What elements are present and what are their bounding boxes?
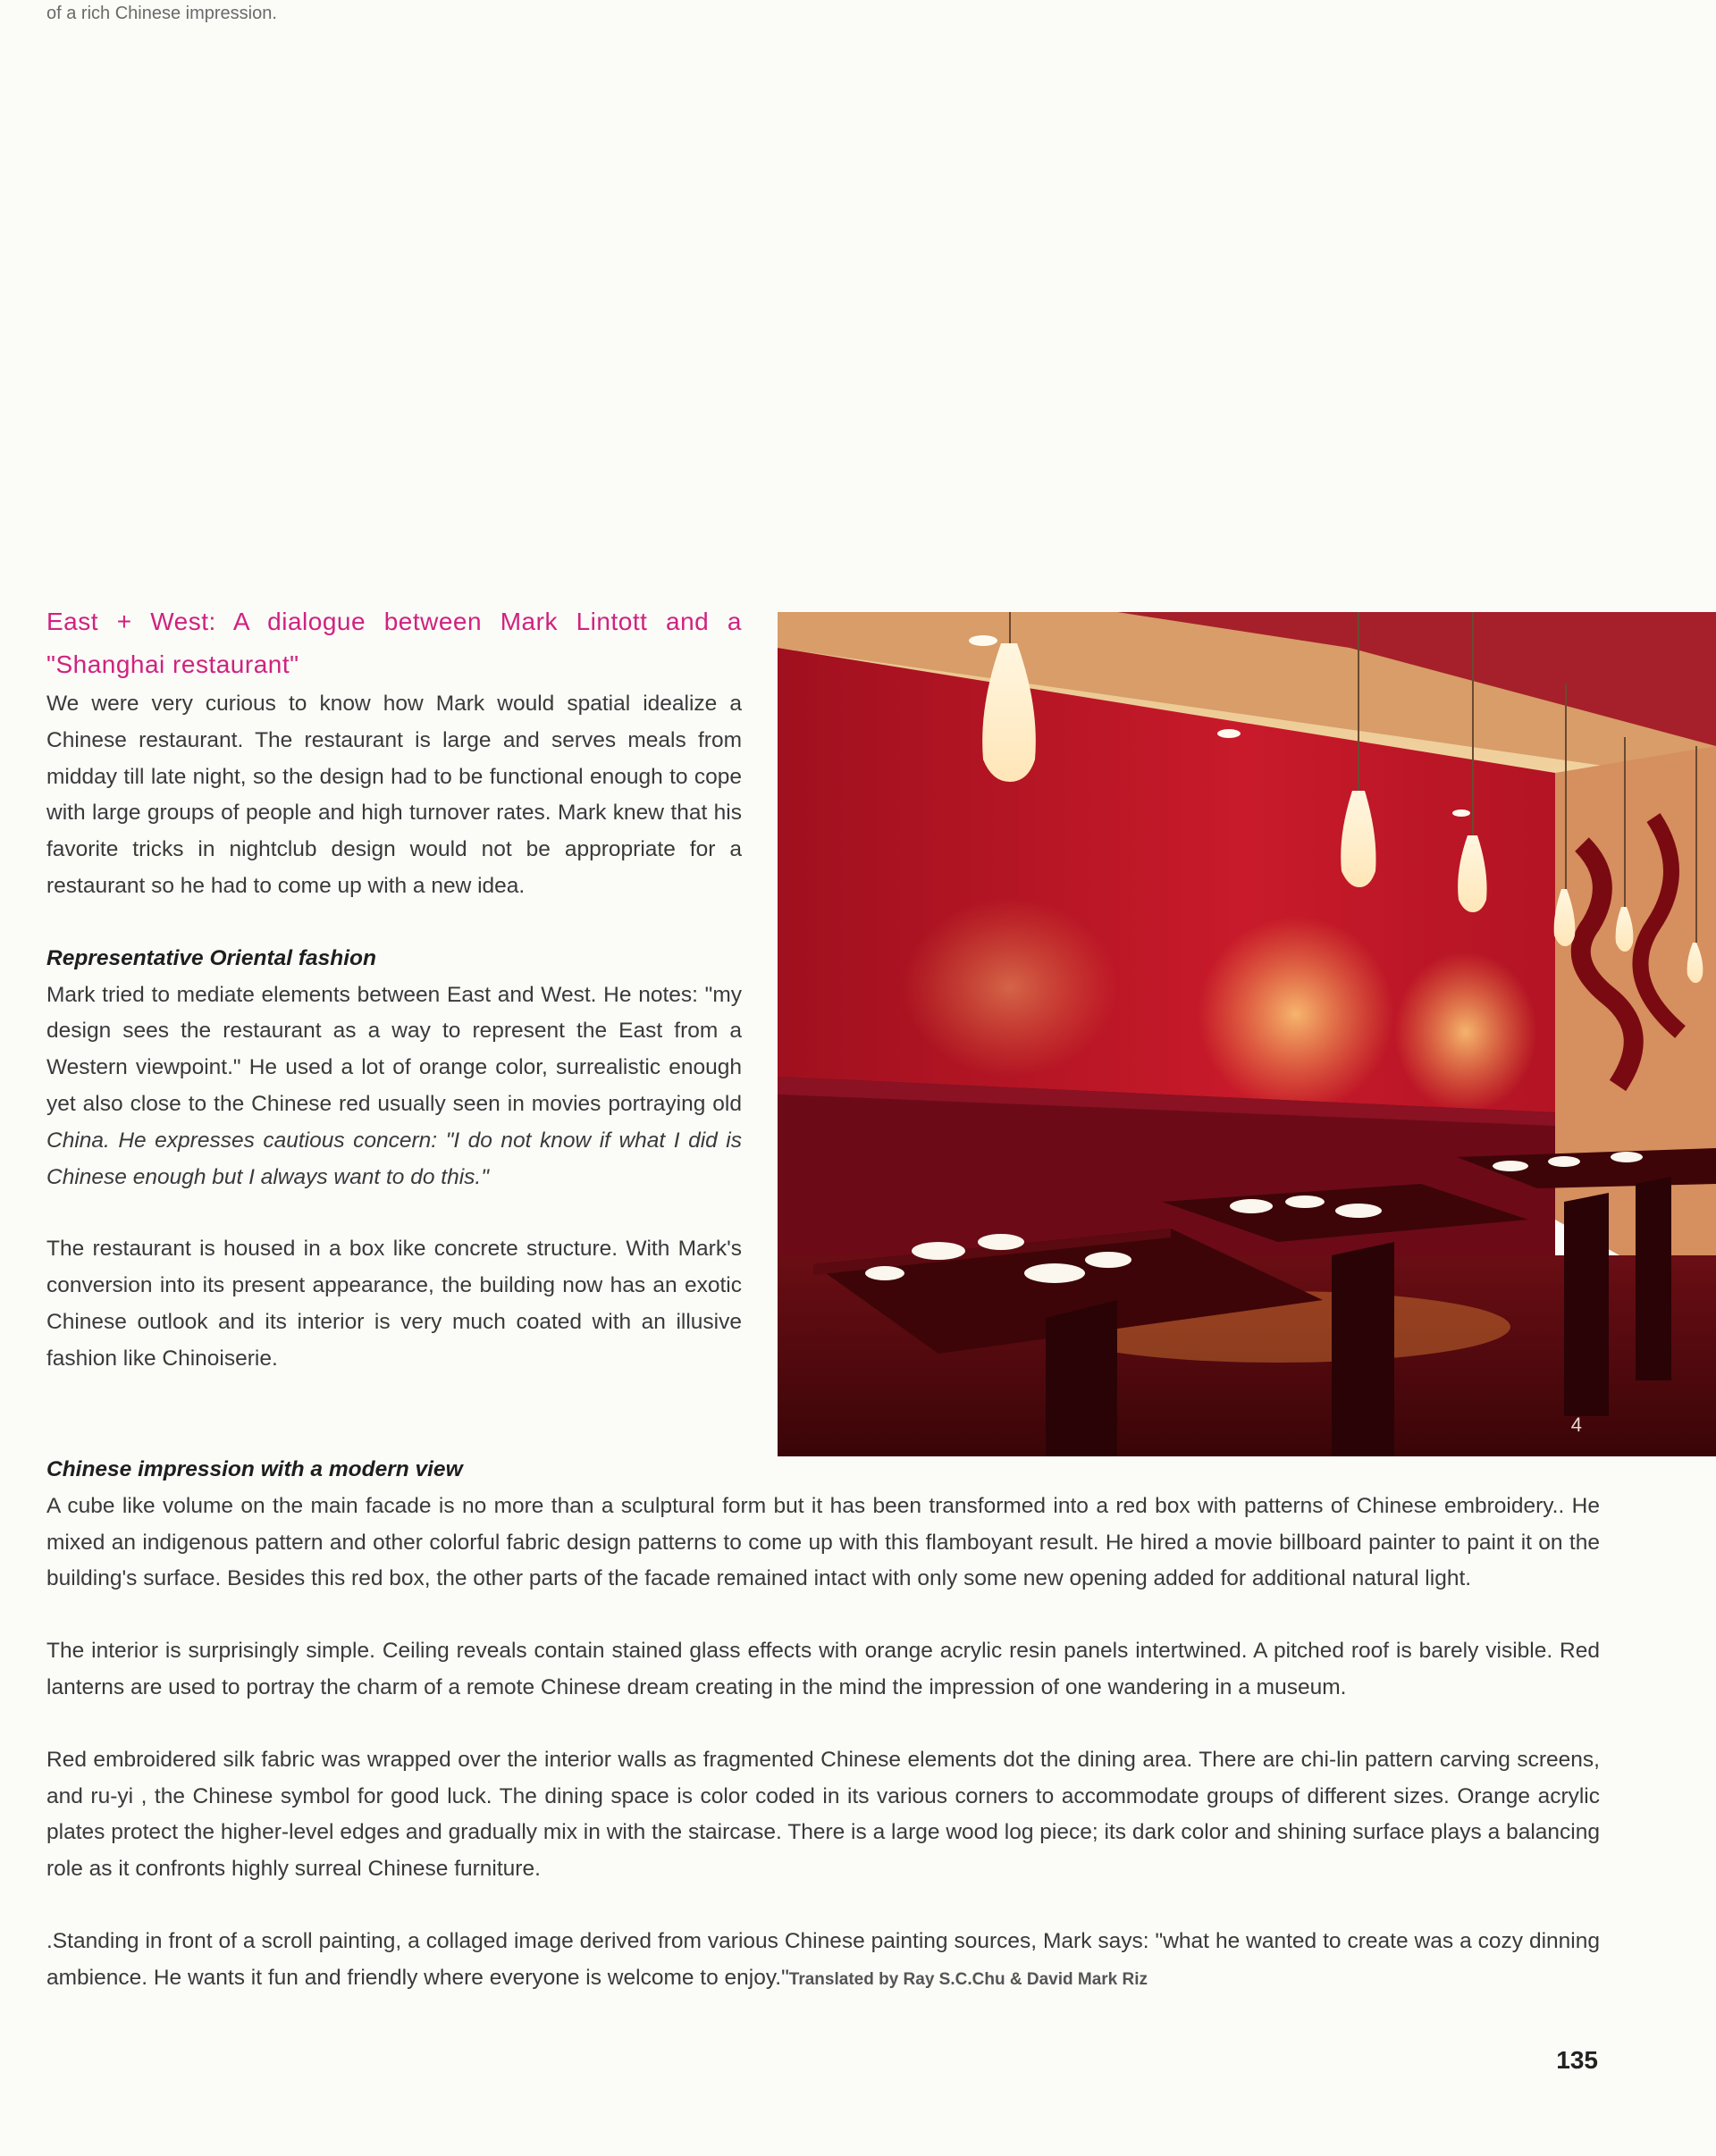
section2-paragraph3: Red embroidered silk fabric was wrapped over the interior walls as fragmented Chinese elements dot the dining area. There are chi-lin pattern carving screens, and ru-yi , the Chinese symbol for good luck. The dining space is color coded in its various corners to accommodate groups of different sizes. Orange acrylic plates protect the higher-level edges and gradually mix in with the staircase. There is a large wood log piece; its dark color and shining surface plays a balancing role as it confronts highly surreal Chinese furniture. [46,1747,1600,1882]
full-width-text [46,1452,1600,1999]
restaurant-interior-illustration [778,612,1716,1456]
left-column [46,600,742,1378]
restaurant-photo [778,612,1716,1456]
article-title [46,600,742,686]
photo-number: 4 [1570,1414,1582,1436]
section1-paragraph2: The restaurant is housed in a box like concrete structure. With Mark's conversion into its present appearance, the building now has an exotic Chinese outlook and its interior is very much coated with an illusive fashion like Chinoiserie. [46,1237,742,1371]
article-title-line2: "Shanghai restaurant" [46,650,299,678]
section2-paragraph4-text: .Standing in front of a scroll painting, a collaged image derived from various Chinese painting sources, Mark says: "what he wanted to create was a cozy dinning ambience. He wants it fun and friendly where everyone is welcome to enjoy." [46,1928,1600,1990]
section2-paragraph2: The interior is surprisingly simple. Ceiling reveals contain stained glass effects with orange acrylic resin panels intertwined. A pitched roof is barely visible. Red lanterns are used to portray the charm of a remote Chinese dream creating in the mind the impression of one wandering in a museum. [46,1639,1600,1699]
section2-paragraph4 [46,1924,1600,1999]
section1-paragraph1-normal: Mark tried to mediate elements between East and West. He notes: "my design sees the restaurant as a way to represent the East from a Western viewpoint." He used a lot of orange color, surrealistic enough yet also close to the Chinese red usually seen in movies portraying old [46,982,742,1116]
page-number: 135 [1556,2046,1598,2074]
intro-paragraph: We were very curious to know how Mark would spatial idealize a Chinese restaurant. The restaurant is large and serves meals from midday till late night, so the design had to be functional enough to cope with large groups of people and high turnover rates. Mark knew that his favorite tricks in nightclub design would not be appropriate for a restaurant so he had to come up with a new idea. [46,692,742,898]
section2-paragraph1: A cube like volume on the main facade is no more than a sculptural form but it has been transformed into a red box with patterns of Chinese embroidery.. He mixed an indigenous pattern and other colorful fabric design patterns to come up with this flamboyant result. He hired a movie billboard painter to paint it on the building's surface. Besides this red box, the other parts of the facade remained intact with only some new opening added for additional natural light. [46,1493,1600,1591]
top-caption: of a rich Chinese impression. [46,4,277,23]
section1-paragraph1-italic: China. He expresses cautious concern: "I do not know if what I did is Chinese enough but I always want to do this." [46,1128,742,1189]
translation-credit: Translated by Ray S.C.Chu & David Mark Riz [788,1969,1148,1989]
section2-heading: Chinese impression with a modern view [46,1457,463,1481]
section1-heading: Representative Oriental fashion [46,945,376,970]
section1-paragraph1 [46,977,742,1196]
article-title-line1: East + West: A dialogue between Mark Lintott and a [46,608,742,635]
